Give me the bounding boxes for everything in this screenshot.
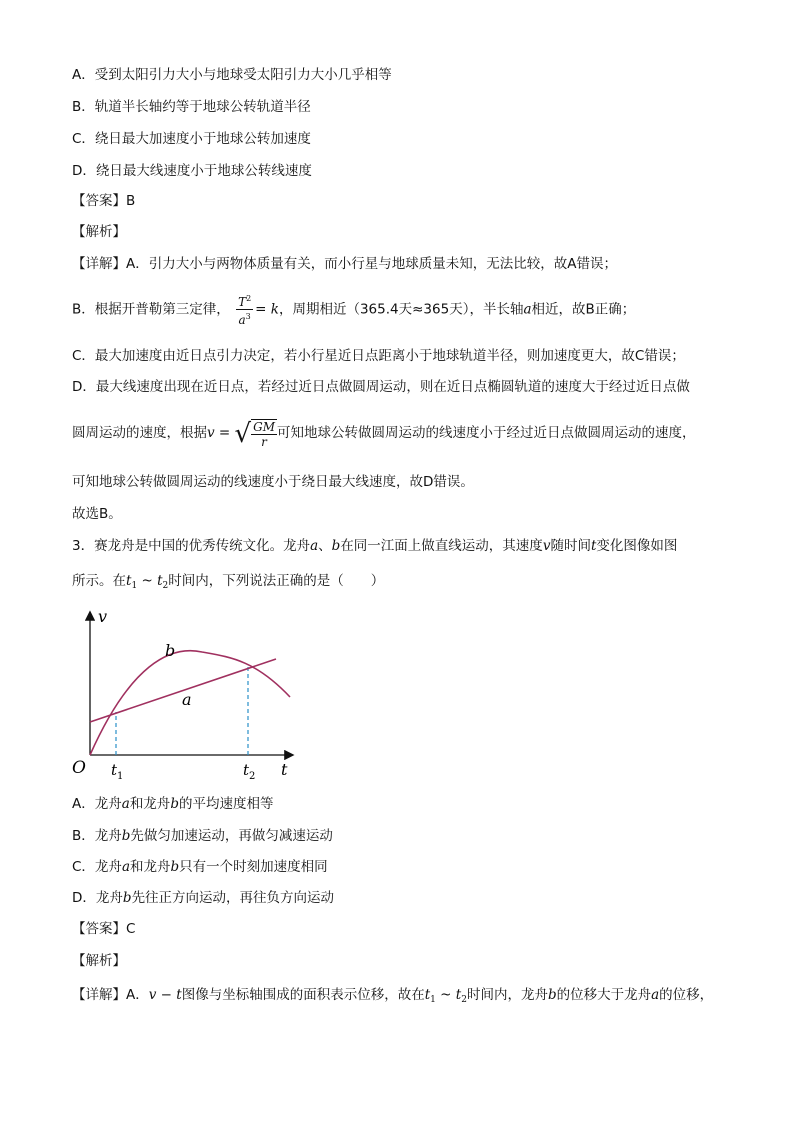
q2-detail-d-3: 可知地球公转做圆周运动的线速度小于绕日最大线速度，故D错误。 xyxy=(72,474,474,490)
q2-analysis-heading: 【解析】 xyxy=(72,224,126,240)
y-axis-label: v xyxy=(98,607,108,626)
q3-stem-1-pre: 3．赛龙舟是中国的优秀传统文化。龙舟 xyxy=(72,538,311,554)
t2-label-sub: 2 xyxy=(249,771,256,782)
q3-option-d-b: b xyxy=(122,890,132,906)
kepler-num-exp: 2 xyxy=(246,294,252,303)
q2-detail-b-post-2: 相近，故B正确； xyxy=(531,301,636,318)
kepler-eq: = k xyxy=(255,301,279,318)
q3-option-c-post: 只有一个时刻加速度相同 xyxy=(179,859,328,875)
q3-option-b-pre: B．龙舟 xyxy=(72,828,122,844)
q3-detail-b: b xyxy=(547,987,557,1003)
velocity-den: r xyxy=(261,434,267,449)
q3-stem-1-post-1: 在同一江面上做直线运动，其速度 xyxy=(340,538,543,554)
t1-label xyxy=(111,761,123,782)
q2-detail-b xyxy=(72,292,635,327)
q3-detail-vt: v − t xyxy=(148,987,182,1003)
kepler-den-exp: 3 xyxy=(245,312,251,321)
q2-detail-a: 【详解】A．引力大小与两物体质量有关，而小行星与地球质量未知，无法比较，故A错误； xyxy=(72,256,617,272)
q2-detail-d-2-post: 可知地球公转做圆周运动的线速度小于经过近日点做圆周运动的速度， xyxy=(276,425,696,441)
kepler-num: T xyxy=(238,295,247,309)
curve-b-label: b xyxy=(165,641,176,660)
q2-detail-d-1: D．最大线速度出现在近日点，若经过近日点做圆周运动，则在近日点椭圆轨道的速度大于经过近日点做 xyxy=(72,379,690,395)
q3-option-a-a: a xyxy=(121,796,130,812)
q3-stem-1-b: b xyxy=(331,538,341,554)
q3-stem-1-t: t xyxy=(590,538,597,554)
q3-option-b-b: b xyxy=(121,828,131,844)
q3-option-c-a: a xyxy=(121,859,130,875)
q3-detail-sub1: 1 xyxy=(430,995,436,1005)
q3-detail-post: 的位移， xyxy=(659,987,714,1003)
q3-stem-1 xyxy=(72,537,677,555)
t2-label xyxy=(243,761,255,782)
q3-detail-tilde: ~ xyxy=(435,987,456,1003)
q3-detail-mid-1: 图像与坐标轴围成的面积表示位移，故在 xyxy=(181,987,425,1003)
q3-detail xyxy=(72,986,713,1009)
velocity-lhs: v = xyxy=(207,425,231,441)
q3-option-a-mid: 和龙舟 xyxy=(129,796,171,812)
q3-option-d-post: 先往正方向运动，再往负方向运动 xyxy=(131,890,335,906)
velocity-formula: √ $\frac{GM}{r}$ xyxy=(234,418,275,449)
q3-stem-2-t2: t xyxy=(157,573,163,589)
q3-stem-2-tilde: ~ xyxy=(137,573,158,589)
q3-option-d-pre: D．龙舟 xyxy=(72,890,123,906)
q3-stem-1-post-2: 随时间 xyxy=(550,538,591,554)
t2-label-t: t xyxy=(243,761,250,779)
q3-option-a-b: b xyxy=(170,796,179,812)
q3-option-c-pre: C．龙舟 xyxy=(72,859,122,875)
q3-stem-2-sub1: 1 xyxy=(131,581,138,591)
q2-option-c: C．绕日最大加速度小于地球公转加速度 xyxy=(72,131,311,147)
vt-graph xyxy=(70,605,300,785)
q3-option-a xyxy=(72,795,273,813)
q3-stem-2-sub2: 2 xyxy=(162,581,169,591)
kepler-formula xyxy=(236,292,253,327)
q2-detail-b-var: a xyxy=(523,301,532,318)
q3-option-c-b: b xyxy=(170,859,180,875)
q2-detail-b-post-1: ，周期相近（365.4天≈365天），半长轴 xyxy=(278,301,524,318)
q3-stem-2-t1: t xyxy=(126,573,132,589)
q3-detail-a: a xyxy=(651,987,660,1003)
q2-conclusion: 故选B。 xyxy=(72,506,122,522)
q3-option-b-post: 先做匀加速运动，再做匀减速运动 xyxy=(130,828,333,844)
q2-option-b: B．轨道半长轴约等于地球公转轨道半径 xyxy=(72,99,311,115)
q3-option-c-mid: 和龙舟 xyxy=(130,859,171,875)
q3-analysis-heading: 【解析】 xyxy=(72,953,126,969)
q2-option-a: A．受到太阳引力大小与地球受太阳引力大小几乎相等 xyxy=(72,67,392,83)
q3-detail-sub2: 2 xyxy=(461,995,467,1005)
q3-option-a-post: 的平均速度相等 xyxy=(178,796,274,812)
t1-label-sub: 1 xyxy=(117,771,124,782)
q3-answer: 【答案】C xyxy=(72,921,136,937)
q3-stem-2-pre: 所示。在 xyxy=(72,573,126,589)
q3-detail-mid-3: 的位移大于龙舟 xyxy=(556,987,652,1003)
q3-option-d xyxy=(72,889,334,907)
q3-detail-mid-2: 时间内，龙舟 xyxy=(466,987,548,1003)
q3-stem-1-post-3: 变化图像如图 xyxy=(596,538,678,554)
q3-stem-1-v: v xyxy=(542,538,551,554)
kepler-den: a xyxy=(238,313,246,327)
q3-option-b xyxy=(72,827,333,845)
q2-detail-d-2 xyxy=(72,413,695,453)
velocity-num: GM xyxy=(253,419,275,434)
t1-label-t: t xyxy=(111,761,118,779)
q2-detail-c: C．最大加速度由近日点引力决定，若小行星近日点距离小于地球轨道半径，则加速度更大，故C错误； xyxy=(72,348,685,364)
x-axis-label: t xyxy=(281,760,288,779)
q3-stem-1-a: a xyxy=(310,538,319,554)
q2-detail-d-2-pre: 圆周运动的速度，根据 xyxy=(72,425,207,441)
q3-detail-t2: t xyxy=(455,987,462,1003)
q2-answer: 【答案】B xyxy=(72,193,136,209)
q2-detail-b-pre: B．根据开普勒第三定律， xyxy=(72,301,230,318)
q3-stem-1-mid: 、 xyxy=(318,538,332,554)
q3-option-c xyxy=(72,858,328,876)
origin-label: O xyxy=(72,758,86,778)
q2-option-d: D．绕日最大线速度小于地球公转线速度 xyxy=(72,163,312,179)
q3-detail-t1: t xyxy=(424,987,431,1003)
q3-stem-2 xyxy=(72,572,384,595)
line-a-label: a xyxy=(182,690,192,709)
q3-stem-2-post: 时间内，下列说法正确的是（ ） xyxy=(168,573,385,589)
q3-detail-pre: 【详解】A． xyxy=(72,987,149,1003)
q3-option-a-pre: A．龙舟 xyxy=(72,796,122,812)
